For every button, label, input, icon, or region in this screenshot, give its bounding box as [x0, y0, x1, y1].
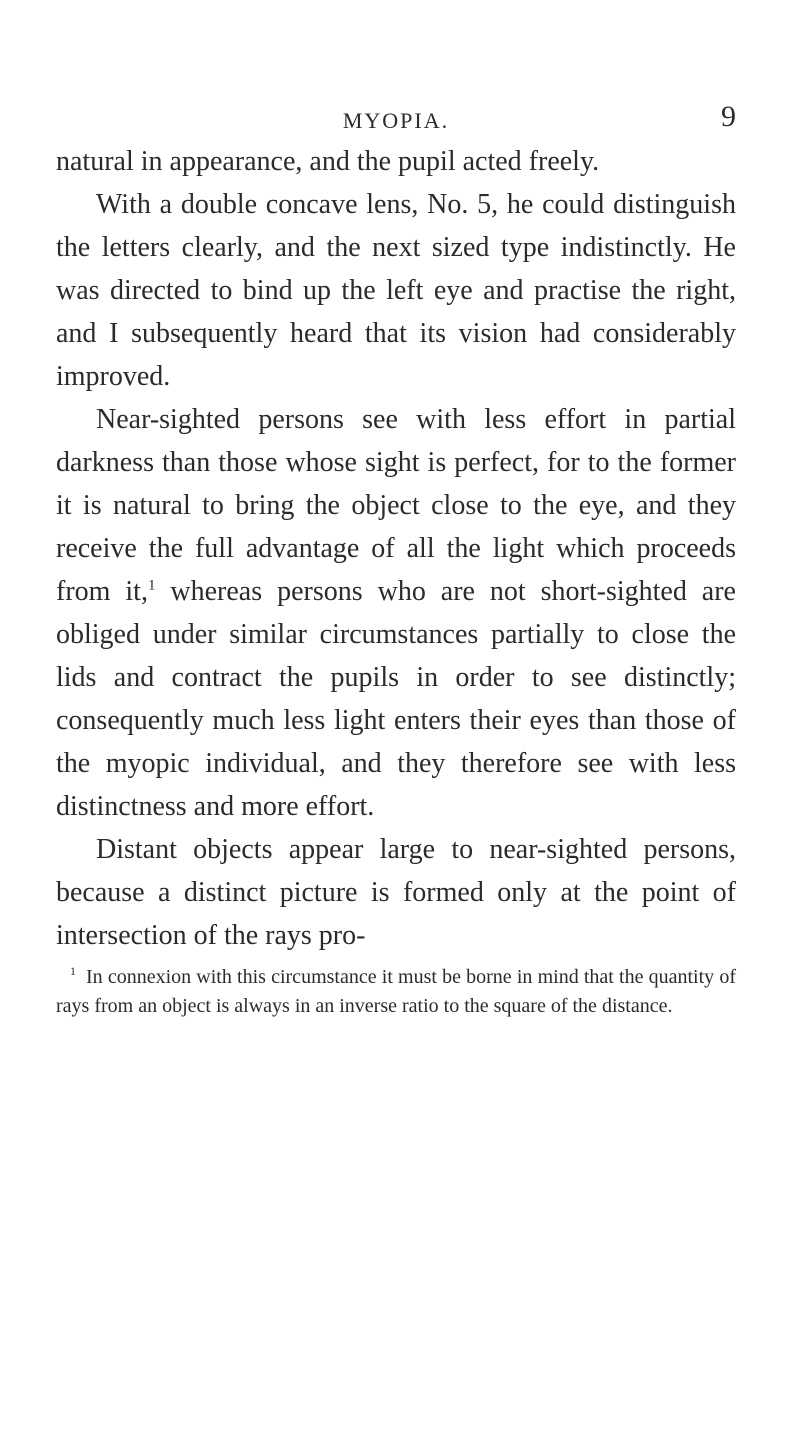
paragraph-3 — [56, 398, 736, 828]
footnote-text: In connexion with this circumstance it must be borne in mind that the quantity of rays from an object is always in an inverse ratio to the square of the distance. — [56, 966, 736, 1017]
paragraph-2: With a double concave lens, No. 5, he could distinguish the letters clearly, and the next sized type indistinctly. He was directed to bind up the left eye and practise the right, and I subsequently heard that its vision had considerably improved. — [56, 189, 736, 392]
book-page — [56, 100, 736, 1021]
paragraph-3-text-before-ref: Near-sighted persons see with less effort in partial darkness than those whose sight is perfect, for to the former it is natural to bring the object close to the eye, and they receive the full advantage of all the light which proceeds from it, — [56, 404, 736, 607]
body-text — [56, 140, 736, 957]
running-head — [56, 100, 736, 140]
footnote-reference: 1 — [147, 577, 156, 594]
footnote-marker: 1 — [70, 964, 76, 979]
paragraph-3-text-after-ref: whereas persons who are not short-sighted are obliged under similar circumstances partially to close the lids and contract the pupils in order to see distinctly; consequently much less light enters their eyes than those of the myopic individual, and they therefore see with less distinctness and more effort. — [56, 576, 736, 822]
running-title: MYOPIA. — [342, 108, 450, 133]
paragraph-4: Distant objects appear large to near-sighted persons, because a distinct picture is formed only at the point of intersection of the rays pro- — [56, 834, 736, 951]
page-number: 9 — [721, 100, 736, 133]
footnote — [56, 963, 736, 1021]
paragraph-1: natural in appearance, and the pupil acted freely. — [56, 146, 600, 177]
